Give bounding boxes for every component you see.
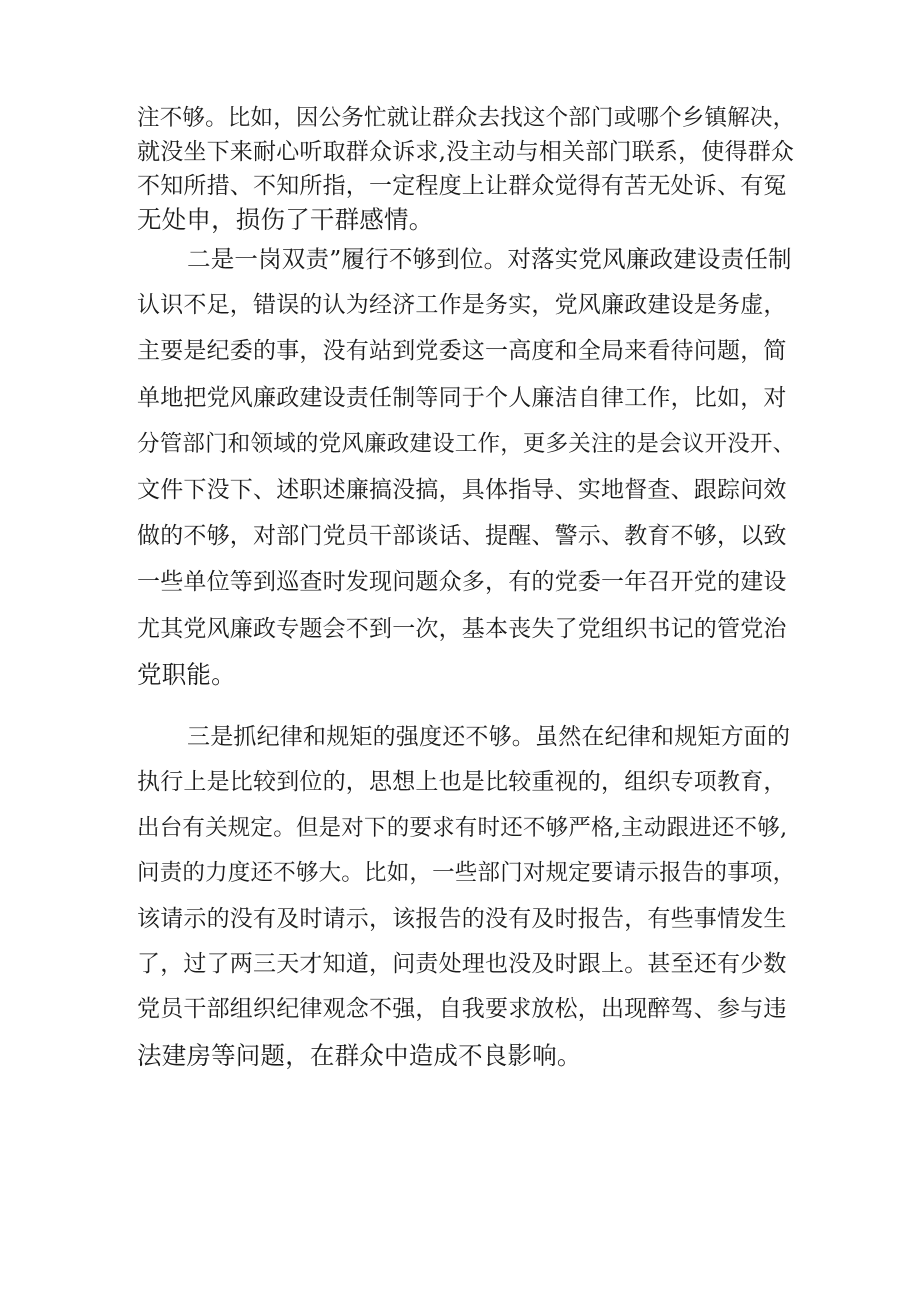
paragraph-1 (137, 101, 797, 237)
paragraph-line: 就没坐下来耐心听取群众诉求,没主动与相关部门联系，使得群众 (137, 139, 795, 165)
paragraph-line: 了，过了两三天才知道，问责处理也没及时跟上。甚至还有少数 (137, 950, 787, 977)
paragraph-line: 该请示的没有及时请示，该报告的没有及时报告，有些事情发生 (137, 905, 787, 932)
paragraph-line: 不知所措、不知所指，一定程度上让群众觉得有苦无处诉、有冤 (137, 173, 787, 199)
paragraph-line: 出台有关规定。但是对下的要求有时还不够严格,主动跟进还不够, (137, 814, 788, 841)
paragraph-line: 注不够。比如，因公务忙就让群众去找这个部门或哪个乡镇解决， (137, 105, 796, 131)
paragraph-line: 二是一岗双责”履行不够到位。对落实党风廉政建设责任制 (187, 245, 792, 273)
paragraph-line: 党员干部组织纪律观念不强，自我要求放松，出现醉驾、参与违 (137, 996, 787, 1023)
paragraph-line: 一些单位等到巡查时发现问题众多，有的党委一年召开党的建设 (137, 569, 787, 596)
paragraph-line: 单地把党风廉政建设责任制等同于个人廉洁自律工作，比如，对 (137, 384, 787, 411)
paragraph-line: 问责的力度还不够大。比如，一些部门对规定要请示报告的事项， (137, 860, 796, 887)
paragraph-line: 分管部门和领域的党风廉政建设工作，更多关注的是会议开没开、 (137, 430, 796, 457)
paragraph-line: 执行上是比较到位的，思想上也是比较重视的，组织专项教育， (137, 769, 787, 796)
paragraph-line: 无处申，损伤了干群感情。 (137, 205, 434, 234)
paragraph-3 (137, 715, 797, 1078)
paragraph-line: 法建房等问题，在群众中造成不良影响。 (137, 1040, 582, 1070)
paragraph-line: 文件下没下、述职述廉搞没搞，具体指导、实地督查、跟踪问效 (137, 476, 787, 503)
paragraph-line: 尤其党风廉政专题会不到一次，基本丧失了党组织书记的管党治 (137, 615, 787, 642)
paragraph-line: 认识不足，错误的认为经济工作是务实，党风廉政建设是务虚， (137, 292, 787, 319)
paragraph-line: 主要是纪委的事，没有站到党委这一高度和全局来看待问题，简 (137, 338, 787, 365)
paragraph-line: 做的不够，对部门党员干部谈话、提醒、警示、教育不够，以致 (137, 523, 787, 550)
paragraph-2 (137, 236, 797, 698)
paragraph-line: 党职能。 (137, 659, 236, 689)
paragraph-line: 三是抓纪律和规矩的强度还不够。虽然在纪律和规矩方面的 (187, 724, 791, 750)
